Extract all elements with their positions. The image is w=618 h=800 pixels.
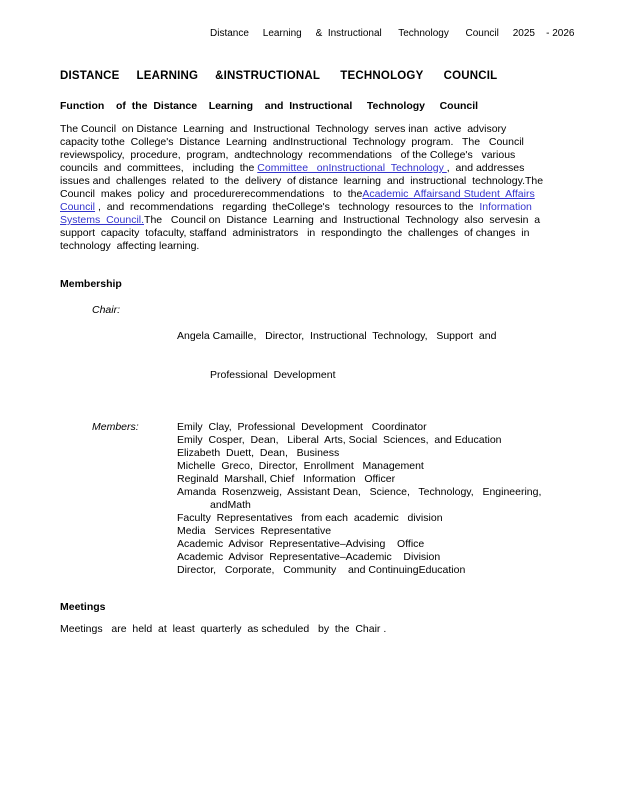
member-line: Media Services Representative [177, 525, 332, 537]
paragraph-text: councils and committees, including the [60, 162, 258, 174]
paragraph-line [60, 175, 560, 188]
paragraph-line [60, 162, 560, 175]
member-line: Michelle Greco, Director, Enrollment Management [177, 460, 424, 472]
chair-value [177, 304, 496, 408]
function-section-heading: Function of the Distance Learning and Instructional Technology Council [60, 100, 479, 112]
member-line: Reginald Marshall, Chief Information Officer [177, 473, 396, 485]
paragraph-line [60, 149, 560, 162]
member-line: Emily Clay, Professional Development Coordinator [177, 421, 427, 433]
paragraph-line [60, 201, 560, 214]
paragraph-text: support capacity tofaculty, staffand administrators in respondingto the challenges of changes in [60, 227, 530, 239]
paragraph-line [60, 240, 560, 253]
paragraph-text: Council makes policy and procedurerecommendations to the [60, 188, 363, 200]
paragraph-text: , and recommendations regarding theCollege's technology resources to the [95, 201, 480, 213]
member-line: Emily Cosper, Dean, Liberal Arts, Social Sciences, and Education [177, 434, 502, 446]
paragraph-line [60, 136, 560, 149]
membership-heading: Membership [60, 278, 122, 290]
members-list [177, 421, 541, 577]
paragraph-text: issues and challenges related to the delivery of distance learning and instructional technology.The [60, 175, 544, 187]
member-line: Elizabeth Duett, Dean, Business [177, 447, 340, 459]
chair-line: Angela Camaille, Director, Instructional Technology, Support and [177, 330, 497, 342]
paragraph-text: The Council on Distance Learning and Instructional Technology serves inan active advisory [60, 123, 507, 135]
chair-line: Professional Development [210, 369, 336, 381]
paragraph-line [60, 227, 560, 240]
paragraph-line [60, 123, 560, 136]
academic-affairs-student-affairs-council-link[interactable]: Council [60, 201, 96, 213]
paragraph-line [60, 214, 560, 227]
member-line: Faculty Representatives from each academic division [177, 512, 443, 524]
committee-on-instructional-technology-link[interactable]: Committee onInstructional Technology [257, 162, 447, 174]
meetings-heading: Meetings [60, 601, 106, 613]
paragraph-text: technology affecting learning. [60, 240, 200, 252]
paragraph-text: reviewspolicy, procedure, program, andtechnology recommendations of the College's various [60, 149, 516, 161]
members-label: Members: [92, 421, 139, 433]
member-line: Amanda Rosenzweig, Assistant Dean, Science, Technology, Engineering, [177, 486, 542, 498]
chair-label: Chair: [92, 304, 121, 316]
members-row [60, 421, 560, 577]
paragraph-line [60, 188, 560, 201]
member-line: Director, Corporate, Community and ContinuingEducation [177, 564, 466, 576]
member-line: andMath [210, 499, 251, 511]
academic-affairs-student-affairs-council-link[interactable]: Academic Affairsand Student Affairs [362, 188, 535, 200]
information-systems-council-link[interactable]: Information [479, 201, 532, 213]
document-title: DISTANCE LEARNING &INSTRUCTIONAL TECHNOLOGY COUNCIL [60, 70, 498, 82]
meetings-text: Meetings are held at least quarterly as scheduled by the Chair . [60, 623, 387, 635]
function-paragraph [60, 123, 560, 253]
paragraph-text: , and addresses [446, 162, 525, 174]
paragraph-text: The Council on Distance Learning and Instructional Technology also servesin a [144, 214, 541, 226]
member-line: Academic Advisor Representative–Academic Division [177, 551, 441, 563]
information-systems-council-link[interactable]: Systems Council. [60, 214, 145, 226]
running-header: Distance Learning & Instructional Technology Council 2025 - 2026 [210, 28, 575, 39]
chair-row [60, 304, 560, 408]
member-line: Academic Advisor Representative–Advising Office [177, 538, 425, 550]
paragraph-text: capacity tothe College's Distance Learning andInstructional Technology program. The Council [60, 136, 524, 148]
